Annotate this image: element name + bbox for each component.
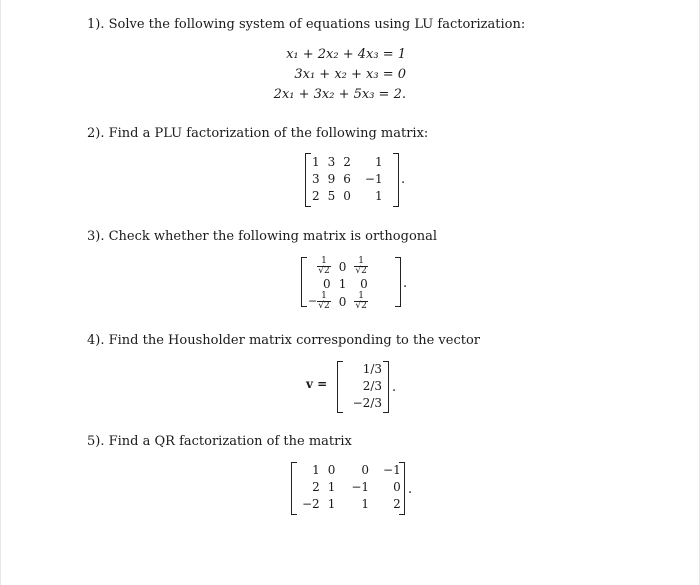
matrix-cell: 0	[361, 463, 370, 477]
fraction: $\frac{1}{√2}$	[318, 291, 330, 311]
householder-vector	[337, 361, 389, 413]
problem-5-title: 5). Find a QR factorization of the matrix	[87, 434, 352, 449]
problem-2-title: 2). Find a PLU factorization of the following matrix:	[87, 126, 429, 141]
matrix-cell	[350, 292, 371, 311]
vector-entry: −2/3	[352, 396, 382, 410]
matrix-cell: 6	[343, 172, 351, 186]
matrix-cell: 0	[323, 277, 331, 291]
matrix-cell: 2	[343, 155, 351, 169]
orthogonal-check-matrix	[301, 256, 401, 311]
matrix-cell: 1	[312, 155, 320, 169]
plu-matrix	[305, 153, 399, 207]
matrix-row	[294, 462, 405, 479]
matrix-cell: 0	[338, 294, 347, 309]
matrix-row	[294, 496, 405, 513]
matrix-cell: 1	[327, 497, 336, 511]
matrix-cell: 1	[374, 155, 383, 169]
matrix-cell: −1	[364, 172, 383, 186]
matrix-cell: 1	[374, 189, 383, 203]
equation-2: 3x₁ + x₂ + x₃ = 0	[294, 67, 406, 82]
fraction: $\frac{1}{√2}$	[355, 291, 367, 311]
matrix-cell: −1	[383, 463, 401, 477]
fraction: $\frac{1}{√2}$	[318, 256, 330, 276]
matrix-cell: 0	[343, 189, 351, 203]
matrix-cell	[304, 292, 335, 311]
minus-sign: −	[308, 294, 318, 308]
matrix-row	[308, 154, 387, 171]
matrix-row	[304, 257, 372, 276]
matrix-cell	[350, 257, 371, 276]
vector-label: v =	[306, 377, 328, 391]
matrix-cell: 2	[312, 480, 320, 494]
matrix-cell: 1	[338, 277, 347, 291]
matrix-cell: −1	[351, 480, 370, 494]
matrix-cell: −2	[302, 497, 320, 511]
vector-entry: 1/3	[362, 362, 382, 376]
equation-1: x₁ + 2x₂ + 4x₃ = 1	[286, 47, 406, 62]
matrix-cell: 1	[361, 497, 370, 511]
period: .	[401, 172, 406, 187]
qr-matrix	[291, 462, 405, 515]
period: .	[408, 482, 413, 497]
matrix-cell: 3	[327, 155, 336, 169]
matrix-row	[304, 276, 372, 292]
matrix-cell: 0	[360, 277, 368, 291]
matrix-cell: 1	[312, 463, 320, 477]
equation-3: 2x₁ + 3x₂ + 5x₃ = 2.	[273, 87, 406, 102]
matrix-cell: 0	[327, 463, 336, 477]
period: .	[392, 380, 397, 395]
matrix-row	[294, 479, 405, 496]
problem-1-title: 1). Solve the following system of equations using LU factorization:	[87, 17, 526, 32]
period: .	[403, 276, 408, 291]
matrix-cell: 2	[393, 497, 401, 511]
fraction: $\frac{1}{√2}$	[355, 256, 367, 276]
problem-3-title: 3). Check whether the following matrix is orthogonal	[87, 229, 438, 244]
matrix-row	[308, 188, 387, 205]
matrix-cell: 2	[312, 189, 320, 203]
matrix-cell: 0	[338, 259, 347, 274]
vector-entry: 2/3	[362, 379, 382, 393]
matrix-cell: 9	[327, 172, 336, 186]
matrix-cell: 3	[312, 172, 320, 186]
equation-system	[271, 45, 406, 105]
matrix-cell: 5	[327, 189, 336, 203]
matrix-cell	[304, 257, 335, 276]
problem-4-title: 4). Find the Housholder matrix corresponding to the vector	[87, 333, 481, 348]
matrix-row	[304, 292, 372, 311]
matrix-cell: 1	[327, 480, 336, 494]
matrix-row	[308, 171, 387, 188]
matrix-cell: 0	[393, 480, 401, 494]
